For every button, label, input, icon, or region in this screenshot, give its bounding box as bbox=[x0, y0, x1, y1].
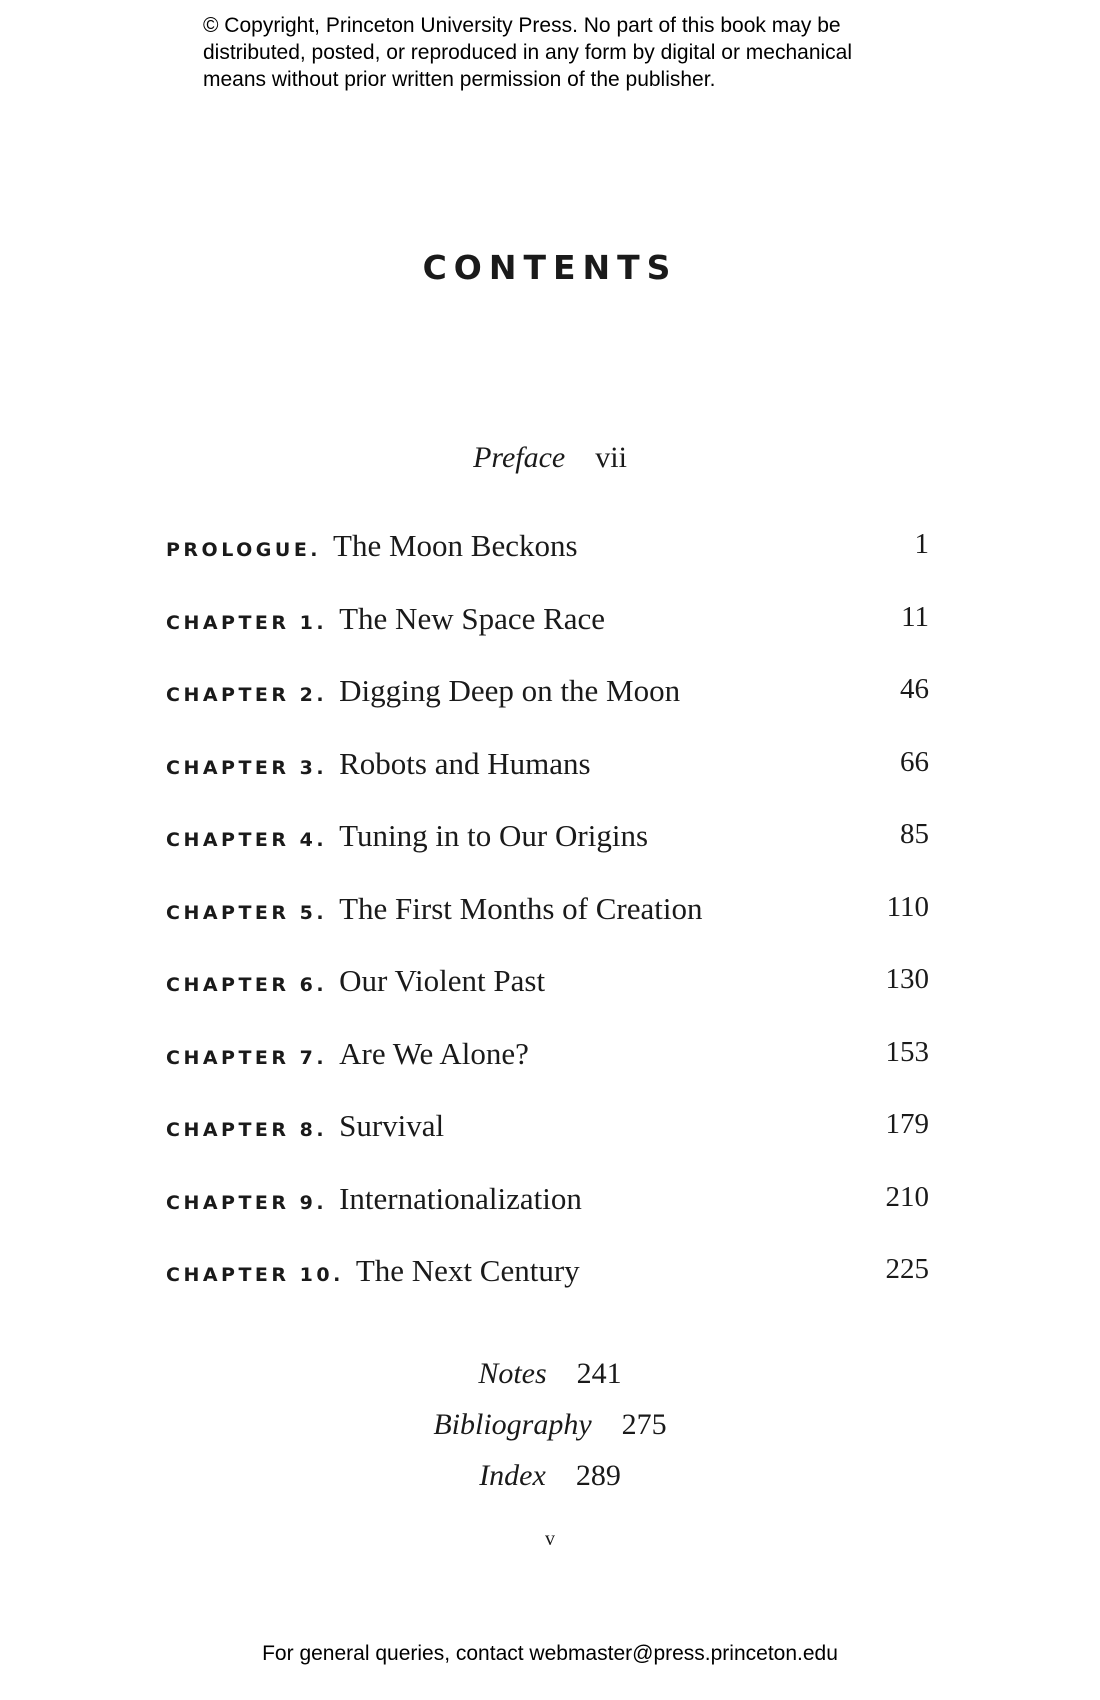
toc-entry-kicker: CHAPTER 1. bbox=[166, 611, 328, 634]
toc-entry-title: Are We Alone? bbox=[339, 1035, 529, 1071]
copyright-line: distributed, posted, or reproduced in any form by digital or mechanical bbox=[203, 41, 853, 64]
back-matter-list bbox=[0, 1348, 1100, 1501]
back-matter-page-number: 241 bbox=[576, 1357, 622, 1390]
toc-entry-title: The New Space Race bbox=[339, 600, 606, 636]
toc-entry-page-number: 46 bbox=[900, 673, 929, 705]
toc-entry-title: Survival bbox=[339, 1108, 445, 1143]
toc-entry bbox=[166, 1181, 929, 1254]
toc-entry-page-number: 153 bbox=[885, 1035, 929, 1068]
toc-entry-page-number: 225 bbox=[885, 1253, 929, 1285]
toc-entry-page-number: 210 bbox=[885, 1180, 929, 1213]
toc-entry-kicker: CHAPTER 7. bbox=[166, 1046, 328, 1069]
preface-page-number: vii bbox=[595, 441, 627, 474]
toc-entry bbox=[166, 746, 929, 819]
toc-entry-kicker: CHAPTER 9. bbox=[166, 1191, 328, 1214]
toc-entry-kicker: CHAPTER 4. bbox=[166, 829, 328, 851]
toc-entry bbox=[166, 528, 929, 601]
toc-entry bbox=[166, 891, 929, 964]
toc-entry-kicker: CHAPTER 10. bbox=[166, 1264, 344, 1286]
toc-entry-title: The Next Century bbox=[355, 1253, 580, 1288]
toc-entry-title: Digging Deep on the Moon bbox=[339, 673, 681, 708]
back-matter-label: Bibliography bbox=[433, 1408, 592, 1441]
page-folio: v bbox=[545, 1528, 555, 1550]
back-matter-entry bbox=[0, 1450, 1100, 1501]
toc-entry-page-number: 130 bbox=[885, 963, 929, 995]
toc-entry-page-number: 110 bbox=[886, 890, 929, 923]
back-matter-label: Notes bbox=[478, 1357, 547, 1390]
toc-entry-page-number: 1 bbox=[914, 528, 929, 560]
toc-entry-kicker: CHAPTER 3. bbox=[166, 756, 328, 779]
toc-entry bbox=[166, 1108, 929, 1181]
toc-entry-page-number: 66 bbox=[900, 745, 929, 778]
copyright-notice bbox=[203, 12, 923, 93]
toc-entry-kicker: CHAPTER 6. bbox=[166, 974, 328, 996]
toc-entry-kicker: CHAPTER 8. bbox=[166, 1119, 328, 1141]
toc-entry-title: Tuning in to Our Origins bbox=[339, 818, 649, 853]
toc-list bbox=[166, 528, 929, 1326]
toc-entry bbox=[166, 673, 929, 746]
toc-entry-title: Robots and Humans bbox=[339, 745, 591, 781]
toc-entry bbox=[166, 1253, 929, 1326]
toc-entry-page-number: 85 bbox=[900, 818, 929, 850]
toc-entry-kicker: PROLOGUE. bbox=[166, 539, 322, 561]
copyright-line: © Copyright, Princeton University Press. No part of this book may be bbox=[203, 14, 841, 37]
back-matter-page-number: 275 bbox=[621, 1408, 667, 1441]
toc-entry bbox=[166, 818, 929, 891]
toc-entry-title: The Moon Beckons bbox=[333, 528, 578, 563]
toc-entry bbox=[166, 963, 929, 1036]
toc-entry-kicker: CHAPTER 2. bbox=[166, 684, 328, 706]
toc-entry-title: Internationalization bbox=[339, 1180, 582, 1216]
toc-entry-page-number: 11 bbox=[901, 600, 929, 633]
back-matter-entry bbox=[0, 1348, 1100, 1399]
back-matter-page-number: 289 bbox=[575, 1459, 621, 1492]
back-matter-label: Index bbox=[479, 1459, 546, 1492]
toc-entry-kicker: CHAPTER 5. bbox=[166, 901, 328, 924]
page-title: CONTENTS bbox=[422, 248, 678, 287]
toc-entry bbox=[166, 601, 929, 674]
toc-entry bbox=[166, 1036, 929, 1109]
toc-entry-title: Our Violent Past bbox=[339, 963, 546, 998]
toc-entry-page-number: 179 bbox=[885, 1108, 929, 1140]
back-matter-entry bbox=[0, 1399, 1100, 1450]
footer-contact-note: For general queries, contact webmaster@press.princeton.edu bbox=[262, 1642, 838, 1665]
preface-entry bbox=[0, 438, 1100, 478]
copyright-line: means without prior written permission of the publisher. bbox=[203, 68, 716, 91]
preface-label: Preface bbox=[473, 441, 566, 474]
toc-entry-title: The First Months of Creation bbox=[339, 890, 703, 926]
